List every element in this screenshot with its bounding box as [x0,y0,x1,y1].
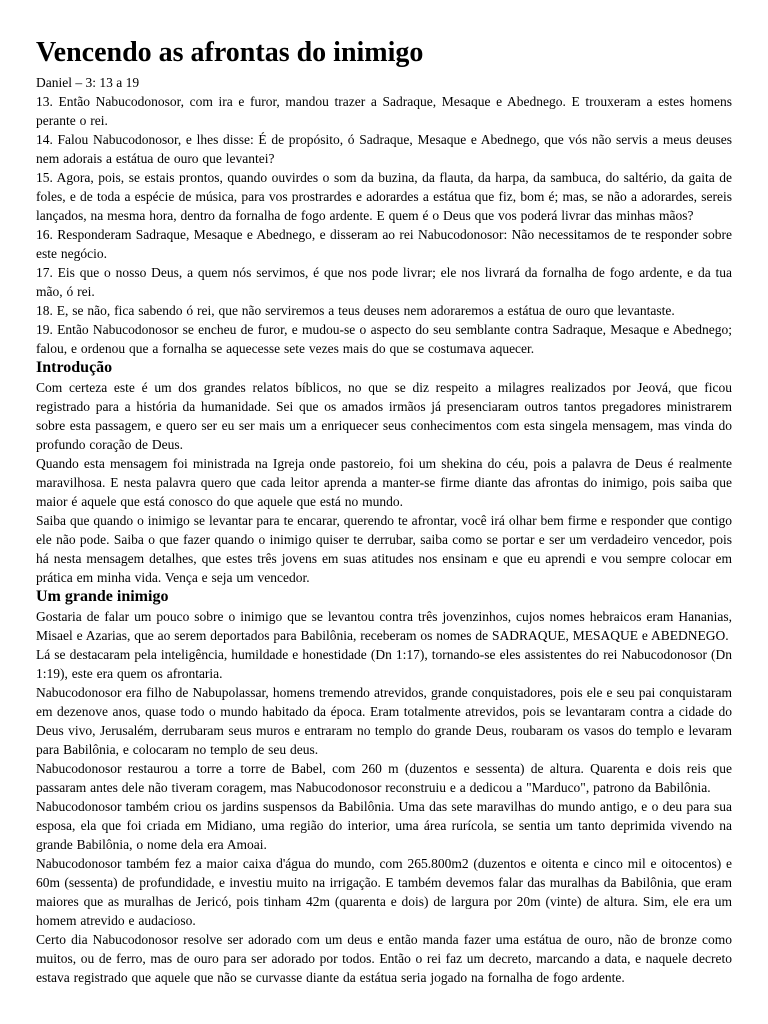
scripture-reference: Daniel – 3: 13 a 19 [36,74,140,90]
enemy-paragraph-3: Nabucodonosor era filho de Nabupolassar, homens tremendo atrevidos, grande conquistadores, pois ele e seu pai conquistaram em dezenove anos, quase todo o mundo habitado da época. Eram totalmente atrevidos, pois se levantaram contra a cidade do Deus vivo, Jerusalém, derrubaram seus muros e entraram no templo do grande Deus, roubaram os vasos do templo e levaram para Babilônia, e colocaram no templo de seu deus. [36,684,732,757]
enemy-paragraph-6: Nabucodonosor também fez a maior caixa d'água do mundo, com 265.800m2 (duzentos e oitenta e cinco mil e oitocentos) e 60m (sessenta) de profundidade, e investiu muito na irrigação. E também devemos falar das muralhas da Babilônia, que eram maiores que as muralhas de Jericó, pois tinham 42m (quarenta e dois) de largura por 20m (vinte) de altura. Sim, ele era um homem atrevido e audacioso. [36,855,732,928]
verse-paragraph-13: 13. Então Nabucodonosor, com ira e furor, mandou trazer a Sadraque, Mesaque e Abednego. E trouxeram a estes homens perante o rei. [36,93,732,128]
enemy-paragraph-2: Lá se destacaram pela inteligência, humildade e honestidade (Dn 1:17), tornando-se eles assistentes do rei Nabucodonosor (Dn 1:19), este era quem os afrontaria. [36,646,732,681]
document-title: Vencendo as afrontas do inimigo [36,37,424,68]
intro-paragraph-1: Com certeza este é um dos grandes relatos bíblicos, no que se diz respeito a milagres realizados por Jeová, que ficou registrado para a história da humanidade. Sei que os amados irmãos já presenciaram outros tantos pregadores ministrarem sobre esta passagem, e quero ser eu ser mais um a enriquecer seus conhecimentos com esta singela mensagem, mas vinda do profundo coração de Deus. [36,379,732,452]
section-heading-um-grande-inimigo: Um grande inimigo [36,587,169,605]
section-heading-introducao: Introdução [36,358,113,376]
verse-paragraph-15: 15. Agora, pois, se estais prontos, quando ouvirdes o som da buzina, da flauta, da harpa, da sambuca, do saltério, da gaita de foles, e de toda a espécie de música, para vos prostrardes e adorardes a estátua que fiz, bom é; mas, se não a adorardes, sereis lançados, na mesma hora, dentro da fornalha de fogo ardente. E quem é o Deus que vos poderá livrar das minhas mãos? [36,169,732,223]
intro-paragraph-3: Saiba que quando o inimigo se levantar para te encarar, querendo te afrontar, você irá olhar bem firme e responder que contigo ele não pode. Saiba o que fazer quando o inimigo quiser te derrubar, saiba como se portar e ser um verdadeiro vencedor, pois há nesta mensagem detalhes, que estes três jovens em suas atitudes nos ensinam e que eu aprendi e vou sempre colocar em prática em minha vida. Vença e seja um vencedor. [36,512,732,585]
verse-paragraph-17: 17. Eis que o nosso Deus, a quem nós servimos, é que nos pode livrar; ele nos livrará da fornalha de fogo ardente, e da tua mão, ó rei. [36,264,732,299]
verse-paragraph-14: 14. Falou Nabucodonosor, e lhes disse: É de propósito, ó Sadraque, Mesaque e Abednego, que vós não servis a meus deuses nem adorais a estátua de ouro que levantei? [36,131,732,166]
enemy-paragraph-4: Nabucodonosor restaurou a torre a torre de Babel, com 260 m (duzentos e sessenta) de altura. Quarenta e dois reis que passaram antes dele não tiveram coragem, mas Nabucodonosor reconstruiu e a dedicou a "Marduco", patrono da Babilônia. [36,760,732,795]
verse-paragraph-16: 16. Responderam Sadraque, Mesaque e Abednego, e disseram ao rei Nabucodonosor: Não necessitamos de te responder sobre este negócio. [36,226,732,261]
enemy-paragraph-7: Certo dia Nabucodonosor resolve ser adorado com um deus e então manda fazer uma estátua de ouro, não de bronze como muitos, ou de ferro, mas de ouro para ser adorado por todos. Então o rei faz um decreto, marcando a data, e naquele decreto estava registrado que aquele que não se curvasse diante da estátua seria jogado na fornalha de fogo ardente. [36,931,732,985]
enemy-paragraph-5: Nabucodonosor também criou os jardins suspensos da Babilônia. Uma das sete maravilhas do mundo antigo, e o deu para sua esposa, ela que foi criada em Midiano, uma região do interior, uma área rurícola, se sentia um tanto deprimida vivendo na grande Babilônia, o nome dela era Amoai. [36,798,732,852]
enemy-paragraph-1: Gostaria de falar um pouco sobre o inimigo que se levantou contra três jovenzinhos, cujos nomes hebraicos eram Hananias, Misael e Azarias, que ao serem deportados para Babilônia, receberam os nomes de SADRAQUE, MESAQUE e ABEDNEGO. [36,608,732,643]
verse-paragraph-19: 19. Então Nabucodonosor se encheu de furor, e mudou-se o aspecto do seu semblante contra Sadraque, Mesaque e Abednego; falou, e ordenou que a fornalha se aquecesse sete vezes mais do que se costumava aquecer. [36,321,732,356]
verse-paragraph-18: 18. E, se não, fica sabendo ó rei, que não serviremos a teus deuses nem adoraremos a estátua de ouro que levantaste. [36,302,675,318]
intro-paragraph-2: Quando esta mensagem foi ministrada na Igreja onde pastoreio, foi um shekina do céu, pois a palavra de Deus é realmente maravilhosa. E nesta palavra quero que cada leitor aprenda a manter-se firme diante das afrontas do inimigo, pois saiba que maior é aquele que está conosco do que aquele que está no mundo. [36,455,732,509]
